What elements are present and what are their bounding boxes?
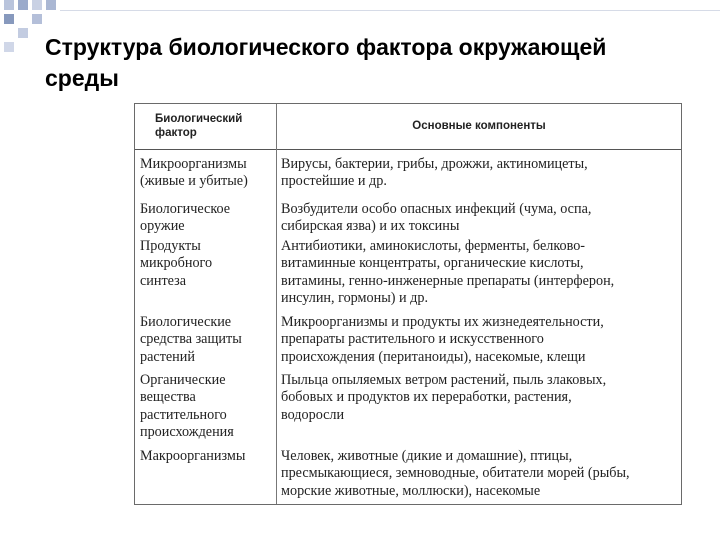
decor-square: [32, 0, 42, 10]
cell-components: Микроорганизмы и продукты их жизнедеятельности, препараты растительного и искусственного происхождения (пеританоиды), насекомые, клещи: [281, 314, 604, 365]
cell-factor: Микроорганизмы (живые и убитые): [140, 156, 248, 190]
table-header: [135, 104, 681, 150]
cell-components: Возбудители особо опасных инфекций (чума, оспа, сибирская язва) и их токсины: [281, 201, 592, 235]
decor-square: [4, 42, 14, 52]
decor-square: [18, 0, 28, 10]
cell-components: Человек, животные (дикие и домашние), птицы, пресмыкающиеся, земноводные, обитатели морей (рыбы, морские животные, моллюски), насекомые: [281, 448, 630, 499]
cell-factor: Биологическое оружие: [140, 201, 231, 235]
decor-square: [18, 28, 28, 38]
factor-table: [134, 103, 682, 505]
header-factor: Биологический фактор: [155, 113, 243, 139]
decor-square: [46, 0, 56, 10]
header-components: Основные компоненты: [412, 120, 546, 132]
decor-square: [4, 0, 14, 10]
cell-factor: Макроорганизмы: [140, 448, 246, 464]
decor-square: [4, 14, 14, 24]
header-rule: [60, 10, 720, 11]
cell-factor: Продукты микробного синтеза: [140, 238, 213, 289]
cell-components: Вирусы, бактерии, грибы, дрожжи, актиномицеты, простейшие и др.: [281, 156, 588, 190]
cell-factor: Органические вещества растительного происхождения: [140, 372, 234, 441]
cell-components: Антибиотики, аминокислоты, ферменты, белково- витаминные концентраты, органические кислоты, витамины, генно-инженерные препараты (интерферон, инсулин, гормоны) и др.: [281, 238, 615, 307]
decor-square: [32, 14, 42, 24]
slide-title: Структура биологического фактора окружающей среды: [45, 34, 607, 91]
cell-factor: Биологические средства защиты растений: [140, 314, 242, 365]
column-divider: [276, 104, 277, 504]
cell-components: Пыльца опыляемых ветром растений, пыль злаковых, бобовых и продуктов их переработки, растения, водоросли: [281, 372, 607, 423]
